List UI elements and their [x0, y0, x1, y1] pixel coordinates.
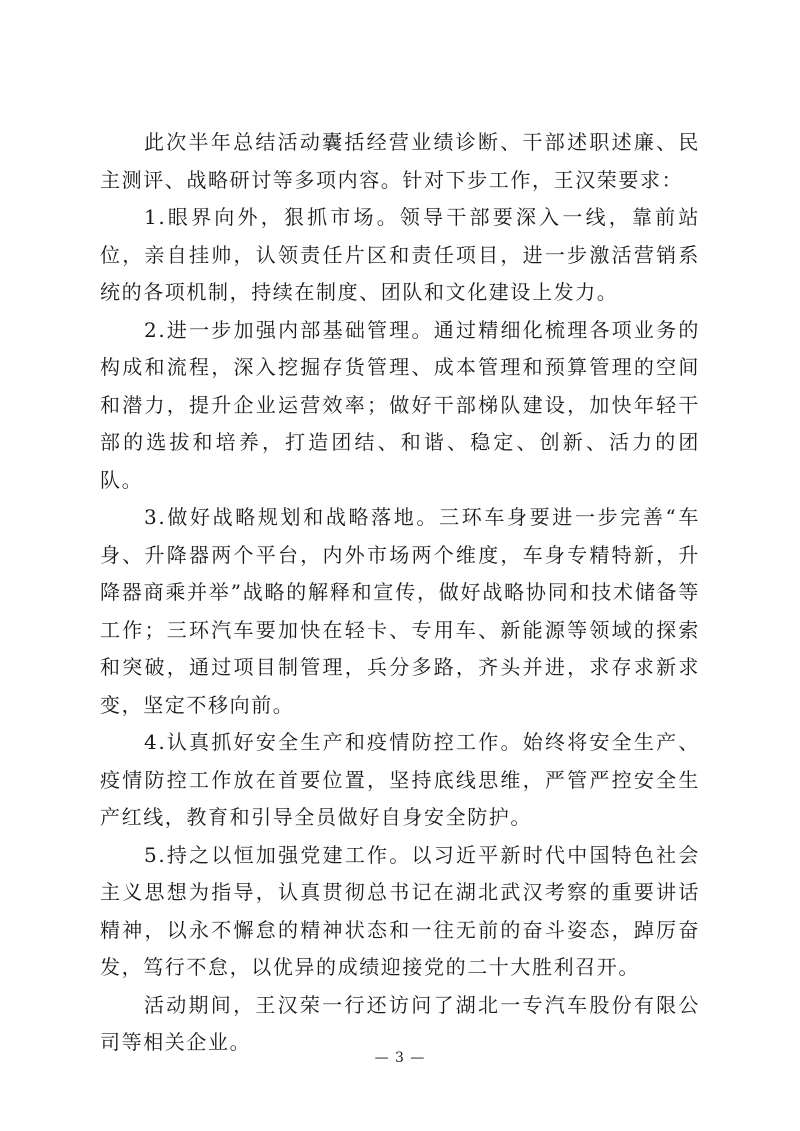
paragraph-item-4: 4.认真抓好安全生产和疫情防控工作。始终将安全生产、疫情防控工作放在首要位置，坚持底线思维，严管严控安全生产红线，教育和引导全员做好自身安全防护。 — [100, 730, 700, 829]
paragraph-intro: 此次半年总结活动囊括经营业绩诊断、干部述职述廉、民主测评、战略研讨等多项内容。针对下步工作，王汉荣要求： — [100, 130, 700, 192]
paragraph-item-5: 5.持之以恒加强党建工作。以习近平新时代中国特色社会主义思想为指导，认真贯彻总书记在湖北武汉考察的重要讲话精神，以永不懈怠的精神状态和一往无前的奋斗姿态，踔厉奋发，笃行不怠，以优异的成绩迎接党的二十大胜利召开。 — [100, 842, 700, 979]
paragraph-item-2: 2.进一步加强内部基础管理。通过精细化梳理各项业务的构成和流程，深入挖掘存货管理、成本管理和预算管理的空间和潜力，提升企业运营效率；做好干部梯队建设，加快年轻干部的选拔和培养，打造团结、和谐、稳定、创新、活力的团队。 — [100, 317, 700, 492]
paragraph-item-3: 3.做好战略规划和战略落地。三环车身要进一步完善“车身、升降器两个平台，内外市场两个维度，车身专精特新，升降器商乘并举”战略的解释和宣传，做好战略协同和技术储备等工作；三环汽车要加快在轻卡、专用车、新能源等领域的探索和突破，通过项目制管理，兵分多路，齐头并进，求存求新求变，坚定不移向前。 — [100, 505, 700, 717]
document-body — [100, 124, 700, 1062]
paragraph-closing: 活动期间，王汉荣一行还访问了湖北一专汽车股份有限公司等相关企业。 — [100, 992, 700, 1054]
paragraph-item-1: 1.眼界向外，狠抓市场。领导干部要深入一线，靠前站位，亲自挂帅，认领责任片区和责任项目，进一步激活营销系统的各项机制，持续在制度、团队和文化建设上发力。 — [100, 205, 700, 304]
page-number: — 3 — — [374, 1050, 426, 1066]
